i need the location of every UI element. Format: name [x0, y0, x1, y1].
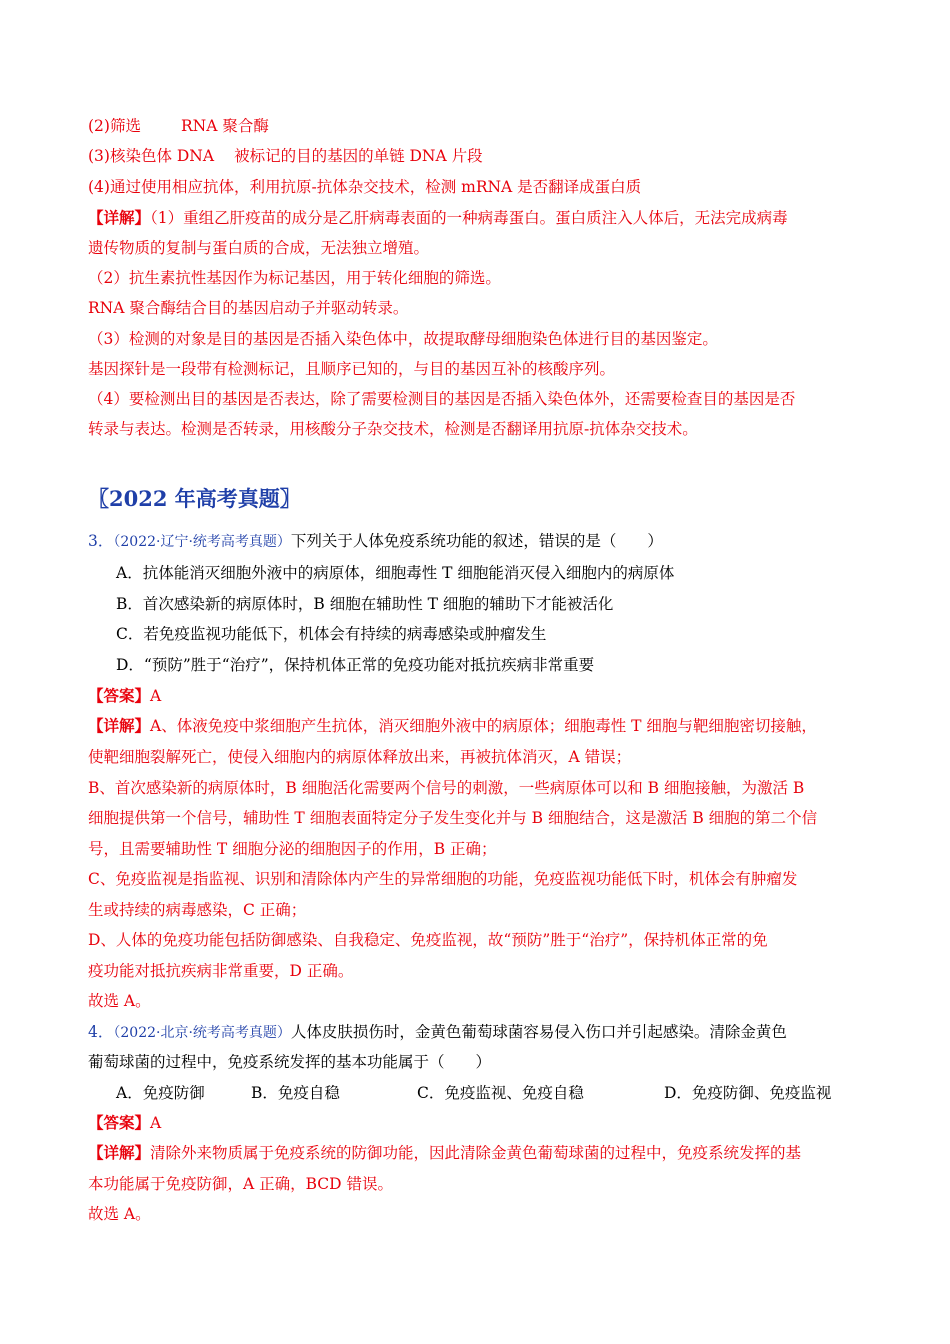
prev-answer-3: (3)核染色体 DNA 被标记的目的基因的单链 DNA 片段 — [88, 147, 483, 165]
q4-option-c: C．免疫监视、免疫自稳 — [417, 1084, 584, 1102]
q3-detail-line-8: D、人体的免疫功能包括防御感染、自我稳定、免疫监视，故“预防”胜于“治疗”，保持机体正常的免 — [88, 931, 768, 949]
q4-option-a: A．免疫防御 — [116, 1084, 205, 1102]
q4-detail-line-1: 【详解】清除外来物质属于免疫系统的防御功能，因此清除金黄色葡萄球菌的过程中，免疫系统发挥的基 — [88, 1143, 802, 1162]
q4-option-d: D．免疫防御、免疫监视 — [664, 1084, 832, 1102]
q3-option-c: C．若免疫监视功能低下，机体会有持续的病毒感染或肿瘤发生 — [116, 625, 547, 643]
q4-options — [116, 1082, 862, 1104]
prev-detail-line-7: （4）要检测出目的基因是否表达，除了需要检测目的基因是否插入染色体外，还需要检查目的基因是否 — [88, 390, 796, 408]
prev-detail-line-5: （3）检测的对象是目的基因是否插入染色体中，故提取酵母细胞染色体进行目的基因鉴定。 — [88, 330, 718, 348]
q4-option-b: B．免疫自稳 — [251, 1084, 340, 1102]
q3-conclusion: 故选 A。 — [88, 992, 151, 1010]
q3-answer: 【答案】A — [88, 686, 162, 705]
q4-stem-line-2: 葡萄球菌的过程中，免疫系统发挥的基本功能属于（ ） — [88, 1053, 492, 1071]
q3-detail-line-5: 号，且需要辅助性 T 细胞分泌的细胞因子的作用，B 正确； — [88, 840, 497, 858]
q3-stem: 3．（2022·辽宁·统考高考真题）下列关于人体免疫系统功能的叙述，错误的是（ ） — [88, 532, 663, 550]
q3-detail-line-7: 生或持续的病毒感染，C 正确； — [88, 901, 307, 919]
prev-detail-line-1: 【详解】（1）重组乙肝疫苗的成分是乙肝病毒表面的一种病毒蛋白。蛋白质注入人体后，无法完成病毒 — [88, 208, 788, 227]
q3-option-d: D．“预防”胜于“治疗”，保持机体正常的免疫功能对抵抗疾病非常重要 — [116, 656, 595, 674]
q3-detail-line-3: B、首次感染新的病原体时，B 细胞活化需要两个信号的刺激，一些病原体可以和 B 细胞接触，为激活 B — [88, 779, 805, 797]
prev-detail-line-3: （2）抗生素抗性基因作为标记基因，用于转化细胞的筛选。 — [88, 269, 501, 287]
prev-detail-line-8: 转录与表达。检测是否转录，用核酸分子杂交技术，检测是否翻译用抗原-抗体杂交技术。 — [88, 420, 698, 438]
q4-conclusion: 故选 A。 — [88, 1205, 151, 1223]
prev-answer-4: (4)通过使用相应抗体，利用抗原-抗体杂交技术，检测 mRNA 是否翻译成蛋白质 — [88, 178, 642, 196]
q4-number: 4． — [88, 1023, 114, 1041]
q3-detail-line-2: 使靶细胞裂解死亡，使侵入细胞内的病原体释放出来，再被抗体消灭，A 错误； — [88, 748, 632, 766]
q4-detail-line-2: 本功能属于免疫防御，A 正确，BCD 错误。 — [88, 1175, 394, 1193]
q3-detail-line-9: 疫功能对抵抗疾病非常重要，D 正确。 — [88, 962, 354, 980]
q3-detail-line-6: C、免疫监视是指监视、识别和清除体内产生的异常细胞的功能，免疫监视功能低下时，机体会有肿瘤发 — [88, 870, 798, 888]
q4-stem-line-1: 4．（2022·北京·统考高考真题）人体皮肤损伤时，金黄色葡萄球菌容易侵入伤口并引起感染。清除金黄色 — [88, 1023, 787, 1041]
section-heading: 〖2022 年高考真题〗 — [88, 486, 301, 511]
prev-detail-line-2: 遗传物质的复制与蛋白质的合成，无法独立增殖。 — [88, 239, 430, 257]
q3-number: 3． — [88, 532, 114, 550]
q3-option-b: B．首次感染新的病原体时，B 细胞在辅助性 T 细胞的辅助下才能被活化 — [116, 595, 614, 613]
q3-option-a: A．抗体能消灭细胞外液中的病原体，细胞毒性 T 细胞能消灭侵入细胞内的病原体 — [116, 564, 675, 582]
q3-detail-line-4: 细胞提供第一个信号，辅助性 T 细胞表面特定分子发生变化并与 B 细胞结合，这是激活 B 细胞的第二个信 — [88, 809, 818, 827]
q4-answer: 【答案】A — [88, 1113, 162, 1132]
prev-detail-line-4: RNA 聚合酶结合目的基因启动子并驱动转录。 — [88, 299, 409, 317]
prev-answer-2: (2)筛选 RNA 聚合酶 — [88, 117, 269, 135]
q3-detail-line-1: 【详解】A、体液免疫中浆细胞产生抗体，消灭细胞外液中的病原体；细胞毒性 T 细胞与靶细胞密切接触， — [88, 716, 817, 735]
q3-source: （2022·辽宁·统考高考真题） — [113, 534, 291, 550]
q4-source: （2022·北京·统考高考真题） — [113, 1025, 291, 1041]
prev-detail-line-6: 基因探针是一段带有检测标记，且顺序已知的，与目的基因互补的核酸序列。 — [88, 360, 616, 378]
